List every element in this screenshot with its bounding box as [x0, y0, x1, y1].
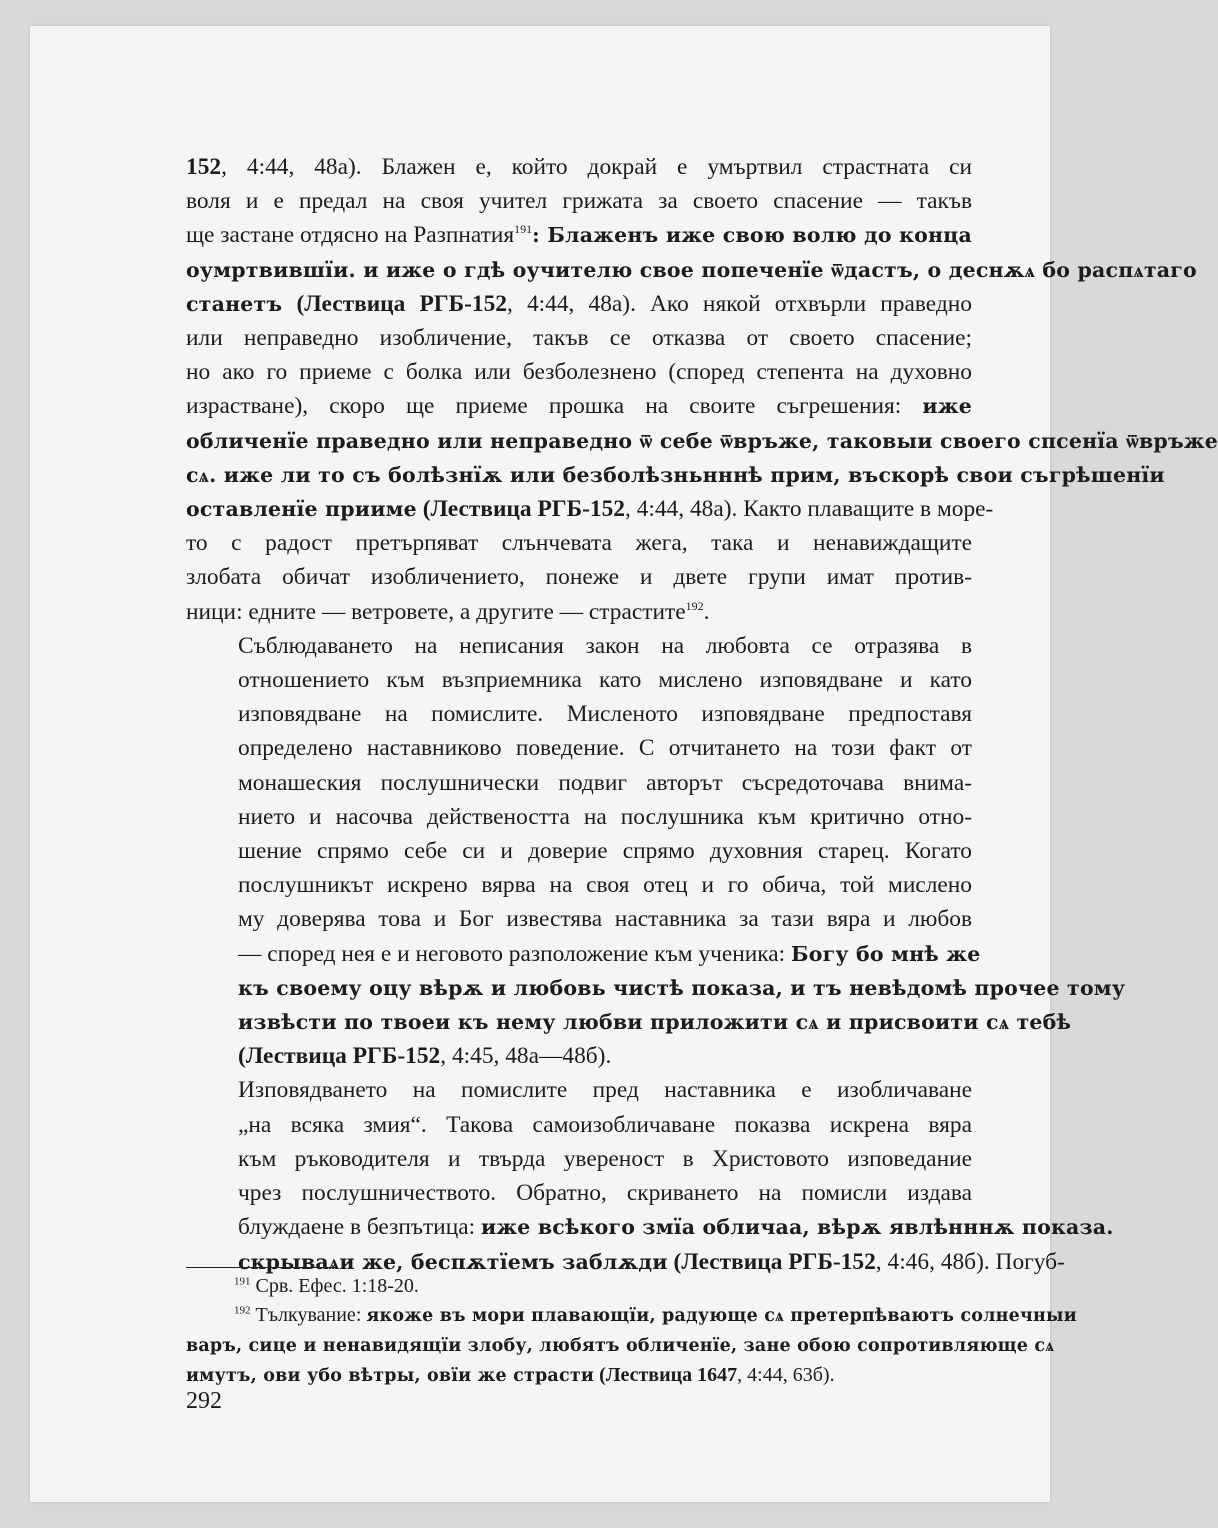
line — [186, 1005, 1072, 1039]
line — [186, 971, 1126, 1005]
church-slavonic-quote: извѣсти по твоеи къ нему любви приложити сѧ и присвоити сѧ тебѣ — [238, 1010, 1072, 1035]
line — [186, 937, 981, 971]
page-sheet — [30, 26, 1218, 1502]
text-run: , 4:44, 48а). Ако някой отхвърли праведно — [506, 290, 972, 317]
line: изповядване на помислите. Мисленото изповядване предпоставя — [238, 701, 972, 728]
citation-bold: (Лествица РГБ-152 — [422, 496, 625, 523]
line — [186, 595, 972, 629]
church-slavonic-quote: якоже въ мори плавающїи, радующе сѧ претерпѣваютъ солнечныи — [366, 1306, 1077, 1326]
body-text — [186, 150, 1218, 1279]
footnotes — [186, 1272, 1077, 1391]
paragraph-3 — [186, 1073, 1114, 1278]
footnote-192 — [186, 1301, 1077, 1391]
paragraph-1 — [186, 150, 1218, 629]
line: определено наставниково поведение. С отчитането на този факт от — [238, 735, 972, 762]
line — [186, 287, 972, 321]
line: монашеския послушнически подвиг авторът съсредоточава внима- — [238, 769, 972, 796]
citation-bold: 152 — [186, 154, 222, 180]
footnote-191 — [186, 1272, 972, 1301]
church-slavonic-quote: : Блаженъ иже свою волю до конца — [532, 223, 972, 248]
line: Съблюдаването на неписания закон на любовта се отразява в — [238, 632, 972, 659]
line — [186, 1210, 1114, 1244]
church-slavonic-quote: къ своему оцу вѣрѫ и любовь чистѣ показа, и тъ невѣдомѣ прочее тому — [238, 975, 1126, 1000]
text-run: Тълкувание: — [250, 1304, 362, 1326]
line — [186, 1301, 1077, 1331]
line — [186, 218, 972, 252]
church-slavonic-quote: обличенїе праведно или неправедно ѿ себе ѿвръже, таковыи своего спсенїа ѿвръже — [186, 428, 1218, 453]
line — [186, 458, 1165, 492]
line: шение спрямо себе си и доверие спрямо духовния старец. Когато — [238, 838, 972, 865]
citation-bold: (Лествица РГБ-152 — [238, 1043, 441, 1070]
line: злобата обичат изобличението, понеже и двете групи имат против- — [186, 564, 972, 591]
line: отношението към възприемника като мислено изповядване и като — [238, 667, 972, 694]
footnote-separator — [186, 1267, 336, 1268]
footnote-ref-192[interactable]: 192 — [685, 598, 704, 613]
line: воля и е предал на своя учител грижата за своето спасение — такъв — [186, 188, 972, 215]
line: му доверява това и Бог известява наставника за тази вяра и любов — [238, 906, 972, 933]
church-slavonic-quote: иже всѣкого змїа обличаа, вѣрѫ явлѣнннѫ показа. — [480, 1215, 1114, 1240]
line — [186, 253, 1197, 287]
footnote-number: 191 — [234, 1275, 251, 1288]
line — [186, 424, 1218, 458]
line — [186, 389, 972, 423]
text-run: Срв. Ефес. 1:18-20. — [250, 1275, 419, 1297]
text-run: ще застане отдясно на Разпнатия — [186, 222, 515, 249]
church-slavonic-quote: станетъ — [186, 291, 283, 316]
line: то с радост претърпяват слънчевата жега, така и ненавиждащите — [186, 530, 972, 557]
footnote-number: 192 — [234, 1304, 251, 1317]
line: чрез послушничеството. Обратно, скриването на помисли издава — [238, 1180, 972, 1207]
line — [186, 150, 972, 184]
church-slavonic-quote: имутъ, ови убо вѣтры, овїи же страсти — [186, 1366, 595, 1386]
text-run: израстване), скоро ще приеме прошка на своите съгрешения: — [186, 393, 902, 420]
church-slavonic-quote: сѧ. иже ли то съ болѣзнїѫ или безболѣзньнннѣ прим, въскорѣ свои съгрѣшенїи — [186, 462, 1165, 487]
text-run: — според нея е и неговото разположение към ученика: — [238, 940, 786, 967]
footnote-ref-191[interactable]: 191 — [514, 222, 533, 237]
church-slavonic-quote: оставленїе прииме — [186, 497, 417, 522]
text-run: , 4:44, 48а). Блажен е, който докрай е умъртвил страстната си — [221, 154, 972, 180]
line: нието и насочва действеността на послушника към критично отно- — [238, 803, 972, 830]
line — [186, 492, 994, 526]
citation-bold: (Лествица РГБ-152 — [673, 1248, 876, 1275]
church-slavonic-quote: оумртвившїи. и иже о гдѣ оучителю свое попеченїе ѿдастъ, о деснѫѧ бо распѧтаго — [186, 257, 1197, 282]
line — [186, 1361, 972, 1391]
text-run: , 4:44, 48а). Както плаващите в море- — [624, 496, 994, 523]
line: „на всяка змия“. Такова самоизобличаване показва искрена вяра — [238, 1111, 972, 1138]
text-run: , 4:45, 48а—48б). — [440, 1043, 612, 1070]
church-slavonic-quote: скрываѧи же, беспѫтїемъ заблѫди — [238, 1249, 668, 1274]
page-number: 292 — [186, 1388, 222, 1414]
line: послушникът искрено вярва на своя отец и го обича, той мислено — [238, 872, 972, 899]
line: или неправедно изобличение, такъв се отказва от своето спасение; — [186, 325, 972, 352]
line: Изповядването на помислите пред наставника е изобличаване — [238, 1077, 972, 1104]
text-run: , 4:46, 48б). Погуб- — [875, 1248, 1065, 1275]
text-run: блуждаене в безпътица: — [238, 1214, 476, 1241]
text-run: ници: едните — ветровете, а другите — страстите — [186, 598, 686, 625]
paragraph-2 — [186, 629, 1126, 1074]
line: но ако го приеме с болка или безболезнено (според степента на духовно — [186, 359, 972, 386]
line — [186, 1331, 1055, 1361]
citation-bold: (Лествица 1647 — [599, 1364, 738, 1386]
line — [186, 1272, 972, 1301]
line: към ръководителя и твърда увереност в Христовото изповедание — [238, 1145, 972, 1172]
church-slavonic-quote: иже — [922, 394, 972, 419]
line — [186, 1039, 972, 1073]
citation-bold: (Лествица РГБ-152 — [296, 290, 507, 317]
church-slavonic-quote: варъ, сице и ненавидящїи злобу, любятъ обличенїе, зане обою сопротивляюще сѧ — [186, 1336, 1055, 1356]
text-run: . — [703, 598, 710, 625]
church-slavonic-quote: Богу бо мнѣ же — [791, 941, 981, 966]
text-run: , 4:44, 63б). — [737, 1364, 835, 1386]
